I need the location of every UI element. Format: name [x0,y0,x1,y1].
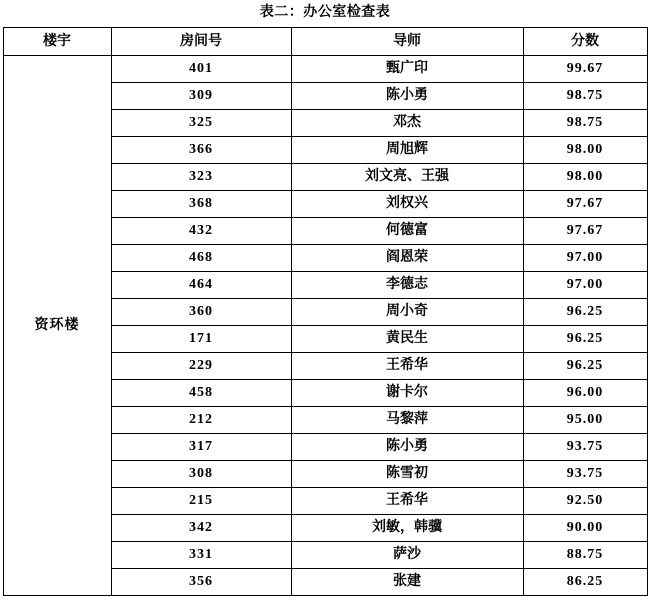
room-cell: 464 [111,272,291,299]
score-cell: 96.25 [523,299,647,326]
room-cell: 360 [111,299,291,326]
room-cell: 432 [111,218,291,245]
tutor-cell: 刘敏，韩骥 [291,515,523,542]
score-cell: 98.75 [523,83,647,110]
room-cell: 331 [111,542,291,569]
room-cell: 215 [111,488,291,515]
score-cell: 97.67 [523,191,647,218]
tutor-cell: 陈小勇 [291,434,523,461]
column-header-building: 楼宇 [3,28,111,56]
column-header-tutor: 导师 [291,28,523,56]
score-cell: 96.00 [523,380,647,407]
tutor-cell: 陈小勇 [291,83,523,110]
score-cell: 97.00 [523,272,647,299]
score-cell: 93.75 [523,434,647,461]
room-cell: 323 [111,164,291,191]
score-cell: 92.50 [523,488,647,515]
room-cell: 325 [111,110,291,137]
room-cell: 468 [111,245,291,272]
score-cell: 90.00 [523,515,647,542]
score-cell: 96.25 [523,326,647,353]
tutor-cell: 王希华 [291,488,523,515]
tutor-cell: 谢卡尔 [291,380,523,407]
tutor-cell: 阎恩荣 [291,245,523,272]
score-cell: 88.75 [523,542,647,569]
room-cell: 229 [111,353,291,380]
score-cell: 95.00 [523,407,647,434]
table-body [3,56,647,596]
score-cell: 98.00 [523,137,647,164]
room-cell: 308 [111,461,291,488]
room-cell: 317 [111,434,291,461]
tutor-cell: 周旭辉 [291,137,523,164]
room-cell: 171 [111,326,291,353]
building-cell: 资环楼 [3,56,111,596]
room-cell: 356 [111,569,291,596]
tutor-cell: 周小奇 [291,299,523,326]
column-header-score: 分数 [523,28,647,56]
tutor-cell: 马黎萍 [291,407,523,434]
score-cell: 98.00 [523,164,647,191]
score-cell: 99.67 [523,56,647,83]
table-header [3,28,647,56]
tutor-cell: 张建 [291,569,523,596]
tutor-cell: 何德富 [291,218,523,245]
room-cell: 366 [111,137,291,164]
score-cell: 98.75 [523,110,647,137]
score-cell: 97.67 [523,218,647,245]
score-cell: 96.25 [523,353,647,380]
room-cell: 342 [111,515,291,542]
tutor-cell: 刘权兴 [291,191,523,218]
table-row [3,56,647,83]
tutor-cell: 萨沙 [291,542,523,569]
tutor-cell: 甄广印 [291,56,523,83]
tutor-cell: 刘文亮、王强 [291,164,523,191]
room-cell: 368 [111,191,291,218]
room-cell: 401 [111,56,291,83]
table-header-row [3,28,647,56]
column-header-room: 房间号 [111,28,291,56]
office-inspection-table [3,27,648,596]
table-caption: 表二：办公室检查表 [259,5,391,20]
score-cell: 86.25 [523,569,647,596]
tutor-cell: 李德志 [291,272,523,299]
score-cell: 93.75 [523,461,647,488]
room-cell: 309 [111,83,291,110]
tutor-cell: 黄民生 [291,326,523,353]
score-cell: 97.00 [523,245,647,272]
tutor-cell: 陈雪初 [291,461,523,488]
tutor-cell: 邓杰 [291,110,523,137]
room-cell: 458 [111,380,291,407]
room-cell: 212 [111,407,291,434]
tutor-cell: 王希华 [291,353,523,380]
